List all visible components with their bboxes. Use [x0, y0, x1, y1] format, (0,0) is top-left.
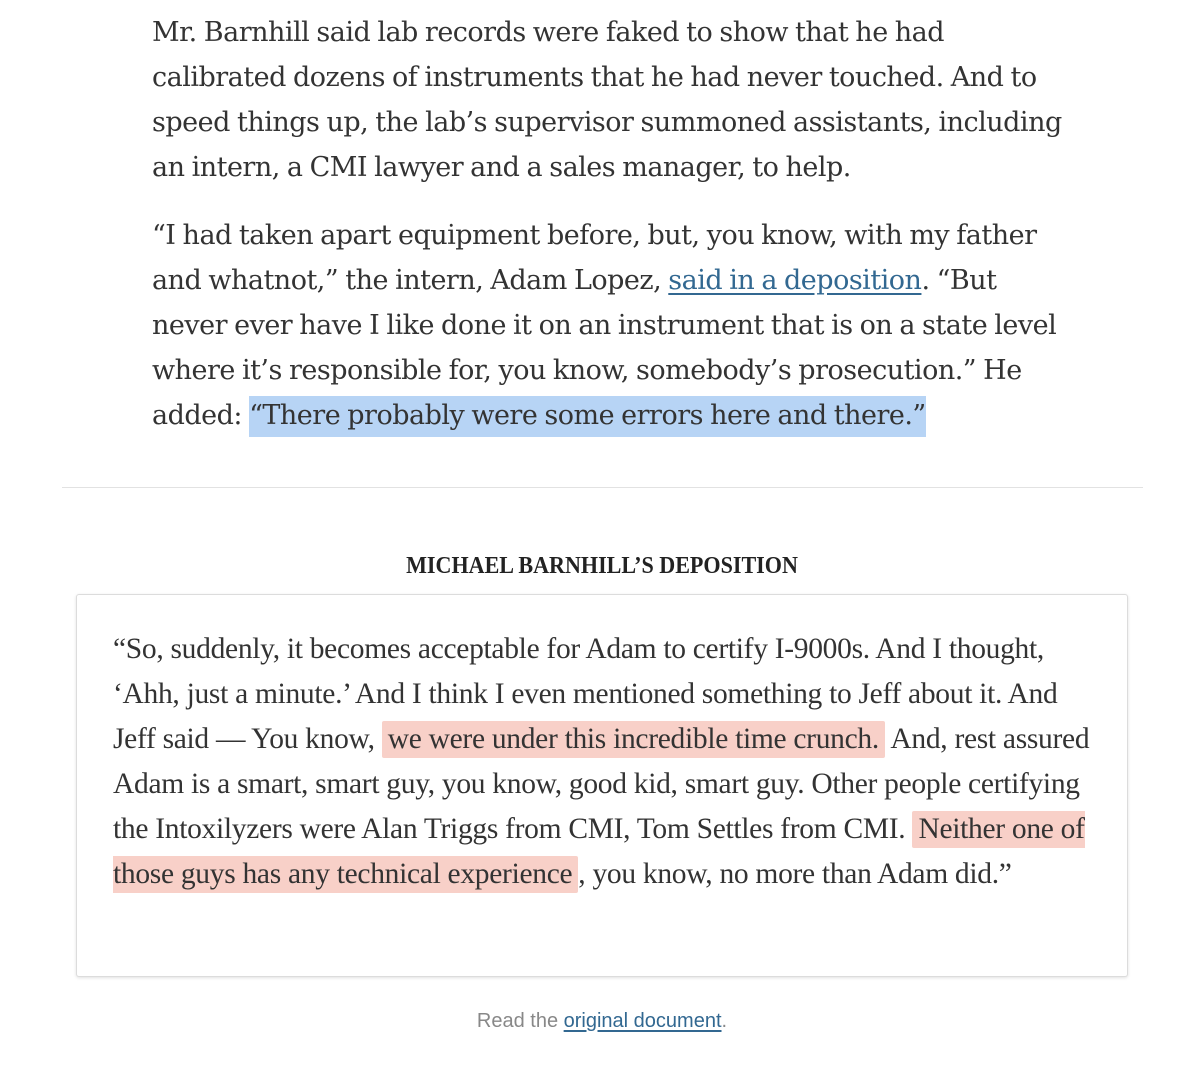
section-divider [62, 487, 1143, 488]
deposition-link[interactable]: said in a deposition [668, 265, 922, 296]
deposition-quote [113, 627, 1103, 897]
document-excerpt-card [76, 594, 1128, 977]
original-document-link[interactable]: original document [563, 1010, 722, 1032]
source-line [0, 1010, 1200, 1033]
highlight-time-crunch: we were under this incredible time crunch. [382, 721, 885, 758]
article-paragraph-1: Mr. Barnhill said lab records were faked to show that he had calibrated dozens of instruments that he had never touched. And to speed things up, the lab’s supervisor summoned assistants, including an intern, a CMI lawyer and a sales manager, to help. [152, 17, 1062, 183]
article-paragraph-2 [152, 213, 1072, 438]
quote-text-part-3: , you know, no more than Adam did.” [578, 858, 1012, 890]
selected-quote: “There probably were some errors here and there.” [249, 396, 926, 437]
highlight-technical-experience: Neither one of those guys has any technical experience [113, 811, 1085, 893]
quote-text-part-2: And, rest assured Adam is a smart, smart guy, you know, good kid, smart guy. Other people certifying the Intoxilyzers were Alan Triggs from CMI, Tom Settles from CMI. [113, 723, 1090, 845]
source-prefix: Read the [476, 1010, 564, 1032]
paragraph-2-text-after-link: . “But never ever have I like done it on an instrument that is on a state level where it’s responsible for, you know, somebody’s prosecution.” He added: [152, 265, 1057, 431]
paragraph-2-text-before-link: “I had taken apart equipment before, but, you know, with my father and whatnot,” the intern, Adam Lopez, [152, 220, 1037, 296]
quote-text-part-1: “So, suddenly, it becomes acceptable for Adam to certify I-9000s. And I thought, ‘Ahh, just a minute.’ And I think I even mentioned something to Jeff about it. And Jeff said — You know, [113, 633, 1058, 755]
article-body [152, 10, 1072, 461]
document-heading: MICHAEL BARNHILL’S DEPOSITION [406, 553, 798, 579]
source-suffix: . [721, 1010, 728, 1032]
